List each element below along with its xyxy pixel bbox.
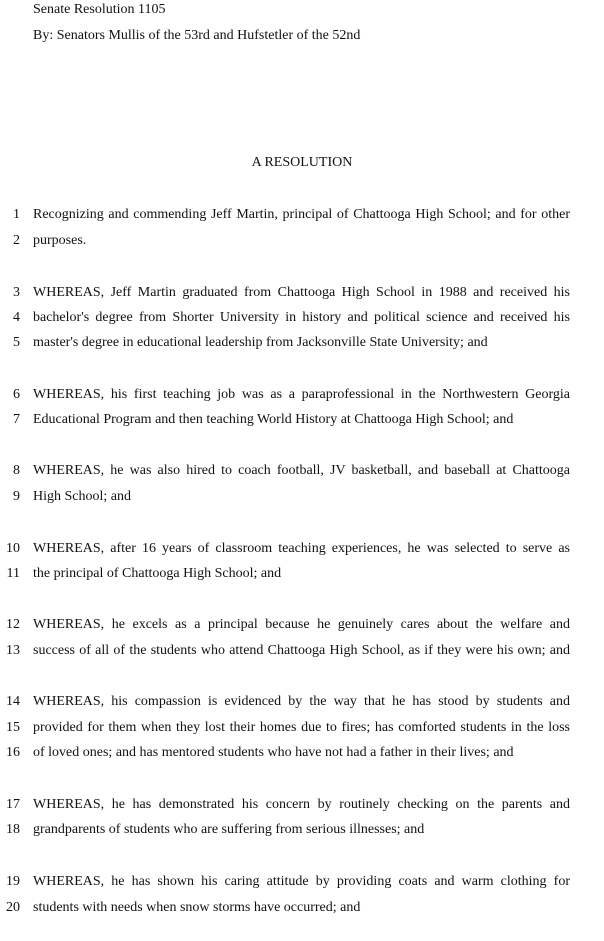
line-text: master's degree in educational leadership from Jacksonville State University; and (33, 335, 488, 350)
body-line (0, 310, 604, 332)
line-number: 2 (13, 233, 20, 248)
line-number: 15 (6, 720, 20, 735)
line-number: 1 (13, 207, 20, 222)
body-line (0, 335, 604, 357)
line-text: WHEREAS, Jeff Martin graduated from Chattooga High School in 1988 and received his (33, 285, 570, 300)
body-line (0, 822, 604, 844)
line-text: WHEREAS, his first teaching job was as a paraprofessional in the Northwestern Georgia (33, 387, 570, 402)
line-text: WHEREAS, he has shown his caring attitude by providing coats and warm clothing for (33, 874, 570, 889)
body-line (0, 720, 604, 742)
line-text: students with needs when snow storms have occurred; and (33, 900, 361, 915)
line-number: 8 (13, 463, 20, 478)
line-number: 14 (6, 694, 20, 709)
resolution-title: A RESOLUTION (251, 155, 353, 170)
line-text: Educational Program and then teaching World History at Chattooga High School; and (33, 412, 514, 427)
body-line (0, 233, 604, 255)
line-number: 16 (6, 745, 20, 760)
body-line (0, 387, 604, 409)
line-text: Recognizing and commending Jeff Martin, principal of Chattooga High School; and for other (33, 207, 570, 222)
line-text: WHEREAS, his compassion is evidenced by the way that he has stood by students and (33, 694, 570, 709)
body-line (0, 874, 604, 896)
line-number: 7 (13, 412, 20, 427)
body-line (0, 643, 604, 665)
resolution-number: Senate Resolution 1105 (33, 2, 166, 17)
line-number: 12 (6, 617, 20, 632)
line-number: 11 (6, 566, 20, 581)
body-line (0, 207, 604, 229)
body-line (0, 285, 604, 307)
body-line (0, 745, 604, 767)
line-text: success of all of the students who attend Chattooga High School, as if they were his own; and (33, 643, 570, 658)
body-line (0, 541, 604, 563)
line-text: grandparents of students who are suffering from serious illnesses; and (33, 822, 425, 837)
line-text: WHEREAS, he has demonstrated his concern by routinely checking on the parents and (33, 797, 570, 812)
line-text: the principal of Chattooga High School; and (33, 566, 282, 581)
body-line (0, 412, 604, 434)
line-number: 17 (6, 797, 20, 812)
body-line (0, 463, 604, 485)
line-text: purposes. (33, 233, 87, 248)
body-line (0, 566, 604, 588)
body-line (0, 694, 604, 716)
line-number: 3 (13, 285, 20, 300)
line-text: WHEREAS, he was also hired to coach football, JV basketball, and baseball at Chattooga (33, 463, 570, 478)
line-text: WHEREAS, he excels as a principal because he genuinely cares about the welfare and (33, 617, 570, 632)
resolution-sponsors: By: Senators Mullis of the 53rd and Hufstetler of the 52nd (33, 28, 361, 43)
line-text: High School; and (33, 489, 131, 504)
line-number: 9 (13, 489, 20, 504)
line-number: 6 (13, 387, 20, 402)
line-number: 18 (6, 822, 20, 837)
line-number: 13 (6, 643, 20, 658)
line-number: 5 (13, 335, 20, 350)
line-text: of loved ones; and has mentored students who have not had a father in their lives; and (33, 745, 514, 760)
line-text: provided for them when they lost their homes due to fires; has comforted students in the loss (33, 720, 570, 735)
line-number: 20 (6, 900, 20, 915)
line-text: bachelor's degree from Shorter University in history and political science and received his (33, 310, 570, 325)
line-number: 19 (6, 874, 20, 889)
body-line (0, 617, 604, 639)
line-number: 10 (6, 541, 20, 556)
body-line (0, 900, 604, 922)
body-line (0, 797, 604, 819)
line-text: WHEREAS, after 16 years of classroom teaching experiences, he was selected to serve as (33, 541, 570, 556)
body-line (0, 489, 604, 511)
line-number: 4 (13, 310, 20, 325)
